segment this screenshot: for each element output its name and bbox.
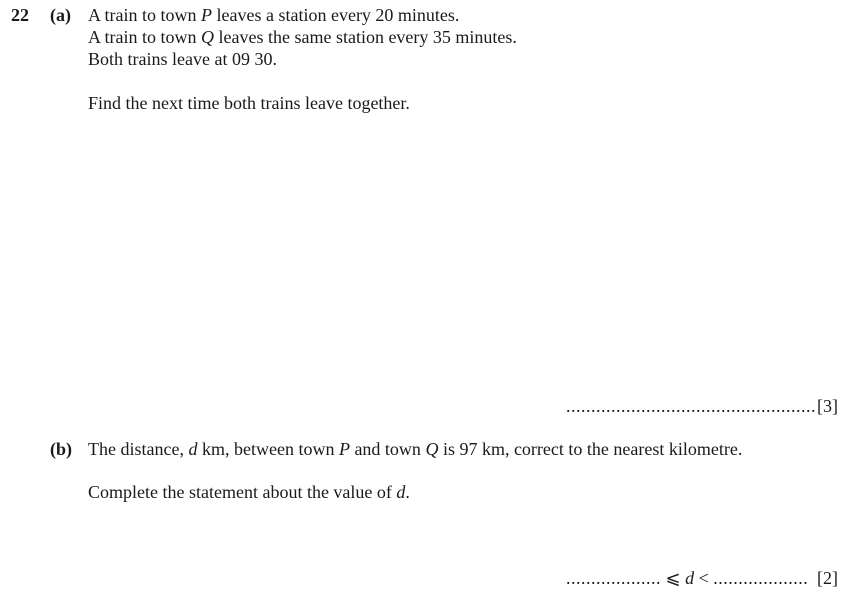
part-a-label: (a) xyxy=(50,5,71,25)
question-number: 22 xyxy=(11,5,29,25)
part-b-answer-statement xyxy=(566,567,808,589)
answer-variable: d xyxy=(685,568,695,588)
part-a-marks: [3] xyxy=(817,396,838,416)
part-a-answer-line[interactable]: .................................................. xyxy=(566,396,816,416)
part-a-prompt: Find the next time both trains leave together. xyxy=(88,93,410,113)
part-b-sentence: The distance, d km, between town P and town Q is 97 km, correct to the nearest kilometre. xyxy=(88,439,743,459)
lower-bound-answer-line[interactable]: ................... xyxy=(566,568,661,588)
part-a-line-2: A train to town Q leaves the same station every 35 minutes. xyxy=(88,27,517,47)
part-b-prompt: Complete the statement about the value of d. xyxy=(88,482,410,502)
le-sign: ⩽ xyxy=(665,568,681,588)
part-a-line-1: A train to town P leaves a station every 20 minutes. xyxy=(88,5,460,25)
lt-sign: < xyxy=(698,568,709,588)
part-b-marks: [2] xyxy=(817,568,838,588)
upper-bound-answer-line[interactable]: ................... xyxy=(713,568,809,588)
part-b-label: (b) xyxy=(50,439,72,459)
part-a-line-3: Both trains leave at 09 30. xyxy=(88,49,277,69)
